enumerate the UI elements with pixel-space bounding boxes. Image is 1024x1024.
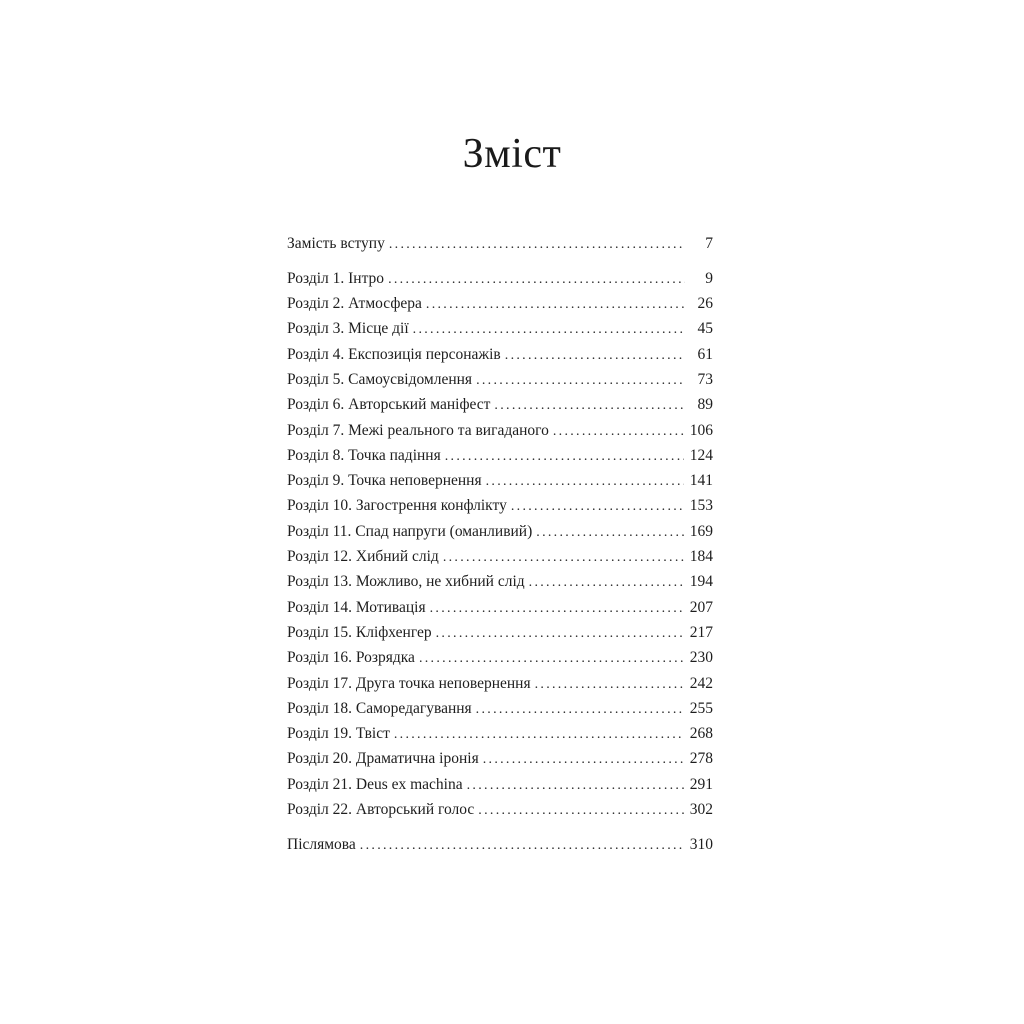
toc-entry — [287, 595, 713, 620]
toc-entry-page: 106 — [689, 421, 713, 439]
toc-entry-page: 194 — [689, 573, 713, 591]
toc-entry-page: 124 — [689, 446, 713, 464]
dot-leader — [529, 570, 684, 595]
toc-entry — [287, 569, 713, 594]
toc-entry-page: 268 — [689, 725, 713, 743]
toc-entry-page: 217 — [689, 623, 713, 641]
dot-leader — [419, 646, 684, 671]
dot-leader — [553, 419, 684, 444]
table-of-contents — [287, 231, 713, 857]
toc-entry-page: 230 — [689, 649, 713, 667]
dot-leader — [505, 343, 685, 368]
toc-entry — [287, 367, 713, 392]
toc-entry-label: Розділ 17. Друга точка неповернення — [287, 674, 531, 692]
toc-entry — [287, 342, 713, 367]
toc-entry-label: Розділ 15. Кліфхенгер — [287, 623, 432, 641]
toc-entry-page: 278 — [689, 750, 713, 768]
dot-leader — [483, 747, 684, 772]
toc-entry-label: Розділ 6. Авторський маніфест — [287, 396, 491, 414]
toc-entry-label: Розділ 11. Спад напруги (оманливий) — [287, 522, 533, 540]
toc-entry-label: Розділ 4. Експозиція персонажів — [287, 345, 501, 363]
toc-entry — [287, 832, 713, 857]
dot-leader — [389, 232, 685, 257]
toc-entry — [287, 544, 713, 569]
toc-entry-label: Розділ 9. Точка неповернення — [287, 472, 482, 490]
dot-leader — [413, 317, 685, 342]
toc-entry — [287, 696, 713, 721]
toc-entry — [287, 493, 713, 518]
toc-entry-page: 207 — [689, 598, 713, 616]
dot-leader — [486, 469, 684, 494]
toc-entry-label: Замість вступу — [287, 235, 385, 252]
toc-entry — [287, 620, 713, 645]
toc-entry-page: 242 — [689, 674, 713, 692]
dot-leader — [426, 292, 685, 317]
toc-entry — [287, 746, 713, 771]
toc-entry-label: Розділ 14. Мотивація — [287, 598, 426, 616]
dot-leader — [536, 520, 683, 545]
toc-entry — [287, 443, 713, 468]
dot-leader — [445, 444, 684, 469]
toc-entry-page: 7 — [705, 235, 713, 252]
toc-entry-page: 89 — [697, 396, 713, 414]
toc-entry-page: 255 — [689, 699, 713, 717]
toc-entry-label: Розділ 20. Драматична іронія — [287, 750, 479, 768]
toc-entry — [287, 316, 713, 341]
dot-leader — [476, 368, 685, 393]
dot-leader — [360, 833, 684, 858]
toc-entry-page: 61 — [697, 345, 713, 363]
toc-entry — [287, 645, 713, 670]
dot-leader — [478, 798, 683, 823]
toc-entry-label: Розділ 18. Саморедагування — [287, 699, 472, 717]
toc-entry-page: 141 — [689, 472, 713, 490]
toc-entry — [287, 418, 713, 443]
toc-entry-label: Розділ 1. Інтро — [287, 269, 385, 287]
toc-entry-page: 9 — [705, 269, 713, 287]
toc-entry-page: 73 — [697, 370, 713, 388]
toc-entry-label: Розділ 8. Точка падіння — [287, 446, 441, 464]
toc-entry-page: 310 — [689, 835, 713, 853]
dot-leader — [443, 545, 684, 570]
toc-entry — [287, 797, 713, 822]
toc-entry — [287, 671, 713, 696]
toc-entry — [287, 772, 713, 797]
toc-entry-label: Розділ 22. Авторський голос — [287, 801, 475, 819]
dot-leader — [430, 596, 684, 621]
toc-entry — [287, 519, 713, 544]
dot-leader — [388, 267, 685, 292]
toc-entry-label: Розділ 21. Deus ex machina — [287, 775, 463, 793]
toc-entry-label: Розділ 2. Атмосфера — [287, 295, 422, 313]
dot-leader — [494, 393, 685, 418]
toc-entry-label: Розділ 5. Самоусвідомлення — [287, 370, 473, 388]
toc-entry-label: Розділ 12. Хибний слід — [287, 548, 439, 566]
toc-entry-page: 153 — [689, 497, 713, 515]
page-title: Зміст — [462, 131, 562, 177]
toc-entry-page: 45 — [697, 320, 713, 338]
toc-entry-label: Розділ 3. Місце дії — [287, 320, 409, 338]
toc-entry-page: 184 — [689, 548, 713, 566]
dot-leader — [476, 697, 684, 722]
toc-entry — [287, 266, 713, 291]
toc-entry-page: 26 — [697, 295, 713, 313]
toc-entry-page: 169 — [689, 522, 713, 540]
toc-entry — [287, 721, 713, 746]
toc-entry-label: Розділ 7. Межі реального та вигаданого — [287, 421, 549, 439]
toc-entry-label: Розділ 19. Твіст — [287, 725, 390, 743]
toc-entry — [287, 231, 713, 256]
toc-entry — [287, 392, 713, 417]
toc-entry — [287, 291, 713, 316]
dot-leader — [535, 672, 684, 697]
toc-entry-label: Розділ 16. Розрядка — [287, 649, 415, 667]
toc-entry-label: Розділ 13. Можливо, не хибний слід — [287, 573, 525, 591]
dot-leader — [394, 722, 684, 747]
dot-leader — [436, 621, 684, 646]
dot-leader — [511, 494, 684, 519]
toc-entry — [287, 468, 713, 493]
dot-leader — [467, 773, 684, 798]
toc-entry-page: 302 — [689, 801, 713, 819]
toc-entry-label: Розділ 10. Загострення конфлікту — [287, 497, 507, 515]
toc-entry-label: Післямова — [287, 835, 356, 853]
toc-entry-page: 291 — [689, 775, 713, 793]
